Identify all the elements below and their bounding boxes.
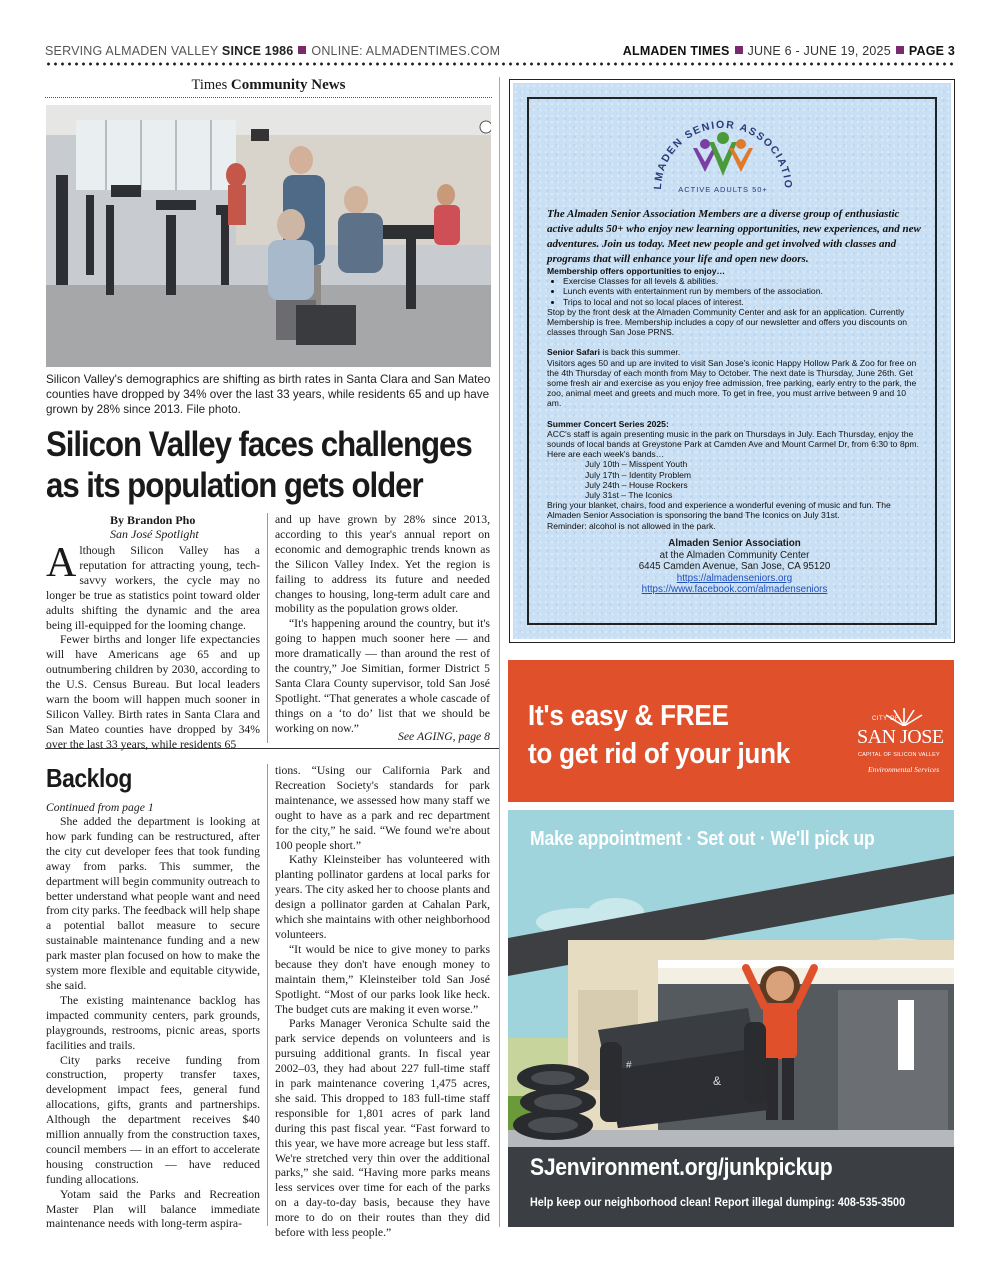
logo-arc-text: LMADEN SENIOR ASSOCIATIO (651, 118, 795, 190)
svg-text:#: # (626, 1060, 632, 1071)
facebook-link[interactable]: https://www.facebook.com/almadenseniors (641, 584, 828, 595)
drop-cap: A (46, 540, 77, 586)
header-since: SINCE 1986 (221, 44, 294, 58)
gym-photo (46, 105, 491, 367)
reminder: Reminder: alcohol is not allowed in the park. (547, 520, 716, 531)
safari-heading: Senior Safari is back this summer. (547, 347, 681, 358)
header-paper: ALMADEN TIMES (622, 44, 730, 58)
section-label (45, 77, 492, 94)
backlog-column-2 (275, 764, 490, 1241)
square-bullet-icon (298, 46, 306, 54)
column-rule (267, 764, 268, 1226)
story-headline (46, 424, 472, 506)
jump-link[interactable]: See AGING, page 8 (398, 730, 490, 743)
story-column-1 (46, 540, 260, 753)
concert-close: Bring your blanket, chairs, food and experience a wonderful evening of music and fun. The Almaden Senior Association is sponsoring the band The Iconics on July 31st. (547, 500, 891, 521)
senior-association-logo (633, 112, 813, 200)
story-paragraph: “It's happening around the country, but it's going to happen much sooner here — and more dramatically — than around the rest of the country,” Joe Simitian, former District 5 Santa Clara County supervisor, told San José Spotlight. “That generates a whole cascade of things on a ‘to do’ list that we should be working on now.” (275, 617, 490, 735)
ad-body (547, 266, 922, 531)
contact-location: at the Almaden Community Center (659, 549, 810, 561)
svg-text:&: & (713, 1074, 722, 1088)
website-link[interactable]: https://almadenseniors.org (676, 572, 793, 584)
headline-line-2: as its population gets older (46, 465, 423, 505)
backlog-paragraph: Yotam said the Parks and Recreation Master Plan will balance immediate maintenance needs with long-term aspira- (46, 1187, 260, 1231)
header-dotted-rule (45, 61, 957, 67)
continued-from: Continued from page 1 (46, 801, 154, 814)
logo-capital: CAPITAL OF SILICON VALLEY (858, 752, 940, 758)
backlog-headline: Backlog (46, 763, 132, 793)
safari-text: Visitors ages 50 and up are invited to visit San Jose's iconic Happy Hollow Park & Zoo for free on the 4th Thursday of each month from May to October. The next date is Thursday, June 26th. Get some fresh air and exercise as you enjoy free admission, free parking, early entry to the park, the zoo, animal meet and greets and much more. To get in free, you must arrive between 9 and 10 am. (547, 357, 917, 409)
logo-department: Environmental Services (868, 765, 940, 774)
membership-heading: Membership offers opportunities to enjoy… (547, 266, 726, 276)
junk-footer-text: Help keep our neighborhood clean! Report illegal dumping: 408-535-3500 (530, 1195, 906, 1209)
column-rule (267, 513, 268, 743)
section-name: Community News (230, 77, 346, 93)
header-online: ONLINE: ALMADENTIMES.COM (311, 44, 501, 58)
photo-caption: Silicon Valley's demographics are shifting as birth rates in Santa Clara and San Mateo counties have dropped by 34% over the last 33 years, while residents 65 and up have grown by 28% since 2013. File photo. (46, 373, 491, 416)
ad-tagline: The Almaden Senior Association Members are a diverse group of enthusiastic active adults 50+ who enjoy new learning opportunities, new experiences, and new adventures. Join us today. Meet new people and get involved with classes and programs that will enhance your life and open new doors. (547, 208, 921, 265)
backlog-paragraph: The existing maintenance backlog has impacted community centers, park grounds, playgrounds, restrooms, picnic areas, sports facilities and trails. (46, 993, 260, 1052)
tires-figure (513, 1064, 596, 1140)
byline-source: San José Spotlight (110, 527, 199, 541)
story-paragraph: Fewer births and longer life expectancies will have Americans age 65 and up outnumbering children by 2030, according to the U.S. Census Bureau. But local leaders warn the boom will happen much sooner in Silicon Valley. Birth rates in Santa Clara and San Mateo counties have dropped by 34% over the last 33 years, while residents 65 (46, 633, 260, 751)
story-paragraph: and up have grown by 28% since 2013, according to this year's annual report on economic and demographic trends known as the Silicon Valley Index. Yet the region is failing to address its future and needed changes to housing, long-term adult care and mobility as the population grows older. (275, 513, 490, 616)
backlog-paragraph: tions. “Using our California Park and Recreation Society's standards for park maintenance, we assessed how many staff we ought to have as a park and rec department for the city,” he said. “We found we're about 100 people short.” (275, 764, 490, 852)
ad-contact (547, 538, 922, 596)
header-serving: SERVING ALMADEN VALLEY (45, 44, 219, 58)
headline-line-1: Silicon Valley faces challenges (46, 424, 472, 464)
logo-city-of: CITY OF (872, 716, 900, 722)
junk-url[interactable]: SJenvironment.org/junkpickup (530, 1154, 833, 1181)
list-item: • Trips to local and not so local places of interest. (563, 297, 922, 307)
story-column-2 (275, 513, 490, 737)
band-item: July 10th – Misspent Youth (585, 459, 688, 470)
header-page: PAGE 3 (908, 44, 955, 58)
header-right (623, 44, 955, 58)
header-left (45, 44, 500, 58)
backlog-paragraph: She added the department is looking at how park funding can be restructured, after the city cut developer fees that took funding away from parks. This summer, the department will begin community outreach to better understand what people want and need from city parks. The feedback will help shape a potential ballot measure to secure sustainable maintenance funding and a new park master plan focused on how to make the system more flexible and equitable citywide, she said. (46, 815, 260, 992)
list-item: • Exercise Classes for all levels & abilities. (563, 276, 922, 286)
band-item: July 31st – The Iconics (585, 490, 673, 501)
byline-author: By Brandon Pho (110, 513, 196, 527)
section-rule (45, 97, 492, 98)
square-bullet-icon (896, 46, 904, 54)
gym-scene-illustration (46, 105, 491, 367)
band-item: July 17th – Identity Problem (585, 469, 692, 480)
header-dates: JUNE 6 - JUNE 19, 2025 (747, 44, 891, 58)
logo-figures-icon (633, 112, 813, 200)
logo-san-jose: SAN JOSE (857, 726, 944, 748)
junk-steps: Make appointment · Set out · We'll pick up (530, 828, 875, 850)
story-paragraph: Although Silicon Valley has a reputation for attracting young, tech-savvy workers, the cycle may no longer be true as statistics point toward older adults shifting the dynamic and the area being ill-equipped for the looming change. (46, 540, 260, 632)
concert-text: ACC's staff is again presenting music in the park on Thursdays in July. Each Thursday, enjoy the sounds of local bands at Greystone Park at Camden Ave and Mount Carmel Dr, from 6:30 to 8pm. Here are each week's bands… (547, 428, 919, 460)
backlog-paragraph: Parks Manager Veronica Schulte said the park service depends on volunteers and is pursuing additional grants. In fiscal year 2002–03, they had about 227 full-time staff in park maintenance covering 1,475 acres, she said. This dropped to 183 full-time staff responsible for 1,801 acres of park land during this past fiscal year. “Fast forward to this year, we have more acreage but less staff. We're stretched very thin over the additional parks,” she said. “Having more parks means less services over time for each of the parks on a day-to-day basis, because they have more to do on their routes than they did before with less people.” (275, 1017, 490, 1240)
contact-name: Almaden Senior Association (668, 538, 801, 549)
square-bullet-icon (735, 46, 743, 54)
band-item: July 24th – House Rockers (585, 479, 688, 490)
backlog-paragraph: Kathy Kleinsteiber has volunteered with planting pollinator gardens at local parks for years. The city asked her to choose plants and design a pollinator garden at Cahalan Park, which she maintains with other neighborhood volunteers. (275, 853, 490, 941)
concert-heading: Summer Concert Series 2025: (547, 418, 669, 429)
membership-list (547, 276, 922, 307)
backlog-column-1 (46, 815, 260, 1232)
contact-address: 6445 Camden Avenue, San Jose, CA 95120 (638, 561, 831, 572)
list-item: • Lunch events with entertainment run by members of the association. (563, 286, 922, 296)
junk-ad-headline-2: to get rid of your junk (528, 738, 791, 770)
section-times: Times (191, 77, 228, 93)
membership-text: Stop by the front desk at the Almaden Community Center and ask for an application. Currently Membership is free. Membership includes a copy of our newsletter and offers you discounts on classes through San Jose PRNS. (547, 306, 908, 338)
story-divider (45, 748, 499, 749)
junk-ad-headline-1: It's easy & FREE (528, 700, 729, 732)
backlog-paragraph: “It would be nice to give money to parks because they don't have enough money to maintain them,” Kleinsteiber told San José Spotlight. “Most of our parks look like heck. The budget cuts are making it even worse.” (275, 942, 490, 1016)
logo-sub-text: ACTIVE ADULTS 50+ (678, 185, 768, 194)
page-column-rule (499, 77, 500, 1227)
backlog-paragraph: City parks receive funding from construction, property transfer taxes, development impact fees, general fund allocations, gifts, grants and partnerships. Although the department receives $40 million annually from the construction taxes, council members — in an effort to accelerate housing construction — have reduced funding allocations. (46, 1053, 260, 1186)
